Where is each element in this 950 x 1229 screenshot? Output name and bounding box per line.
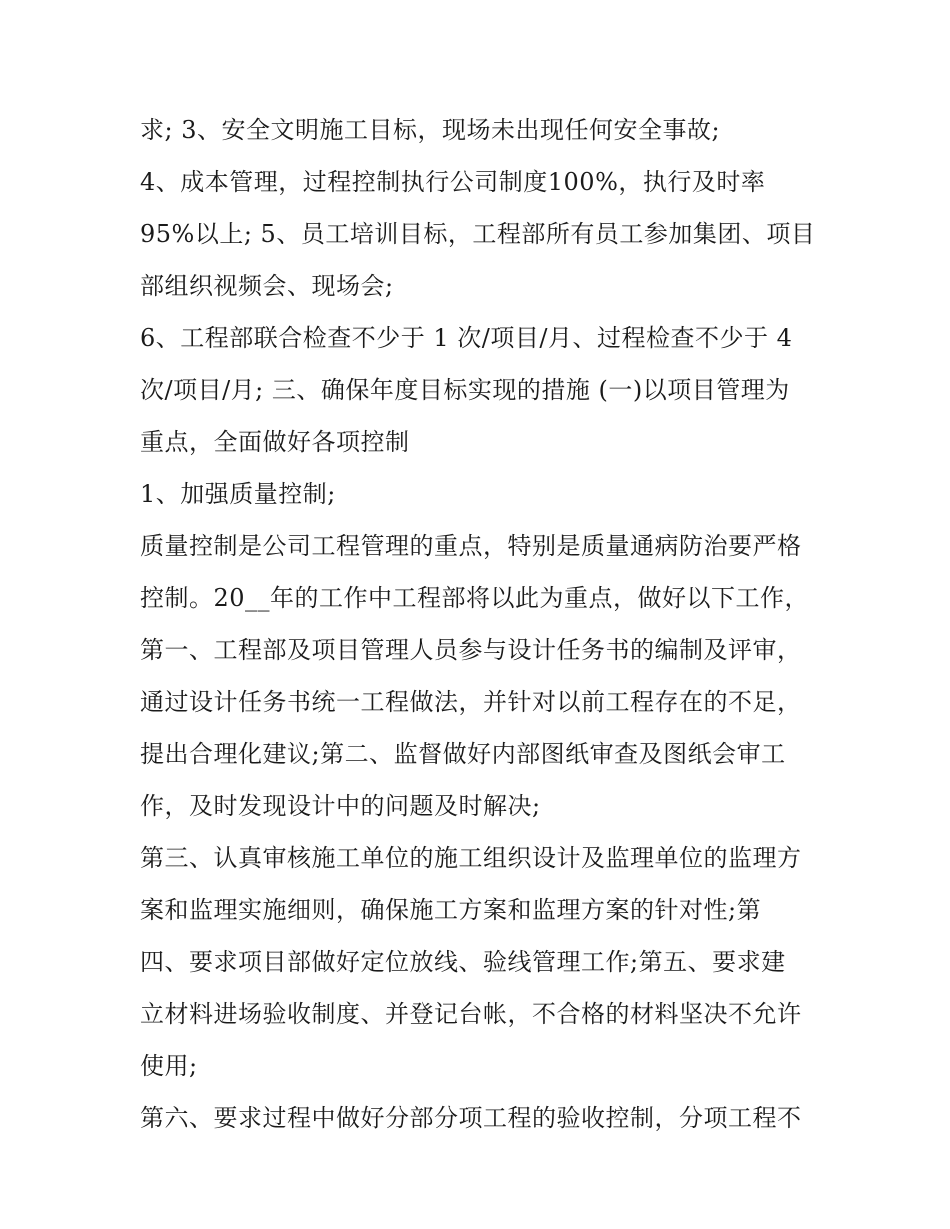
- text-line: 第六、要求过程中做好分部分项工程的验收控制，分项工程不: [140, 1104, 802, 1132]
- text-line: 通过设计任务书统一工程做法，并针对以前工程存在的不足，: [140, 688, 802, 716]
- text-line: 四、要求项目部做好定位放线、验线管理工作;第五、要求建: [140, 948, 786, 976]
- text-line: 质量控制是公司工程管理的重点，特别是质量通病防治要严格: [140, 532, 802, 560]
- text-line: 控制。20__年的工作中工程部将以此为重点，做好以下工作，: [140, 584, 810, 612]
- text-line: 1、加强质量控制;: [140, 480, 336, 508]
- text-line: 6、工程部联合检查不少于 1 次/项目/月、过程检查不少于 4: [140, 324, 793, 352]
- text-line: 提出合理化建议;第二、监督做好内部图纸审查及图纸会审工: [140, 740, 786, 768]
- document-body: [140, 104, 830, 1144]
- text-line: 95%以上; 5、员工培训目标，工程部所有员工参加集团、项目: [140, 220, 816, 248]
- text-line: 部组织视频会、现场会;: [140, 272, 394, 300]
- text-line: 案和监理实施细则，确保施工方案和监理方案的针对性;第: [140, 896, 762, 924]
- text-line: 次/项目/月; 三、确保年度目标实现的措施 (一)以项目管理为: [140, 376, 790, 404]
- text-line: 立材料进场验收制度、并登记台帐，不合格的材料坚决不允许: [140, 1000, 802, 1028]
- text-line: 第一、工程部及项目管理人员参与设计任务书的编制及评审，: [140, 636, 802, 664]
- text-line: 作，及时发现设计中的问题及时解决;: [140, 792, 541, 820]
- text-line: 使用;: [140, 1052, 198, 1080]
- text-line: 4、成本管理，过程控制执行公司制度100%，执行及时率: [140, 168, 766, 196]
- text-line: 第三、认真审核施工单位的施工组织设计及监理单位的监理方: [140, 844, 802, 872]
- text-line: 求; 3、安全文明施工目标，现场未出现任何安全事故;: [140, 116, 721, 144]
- text-line: 重点，全面做好各项控制: [140, 428, 410, 456]
